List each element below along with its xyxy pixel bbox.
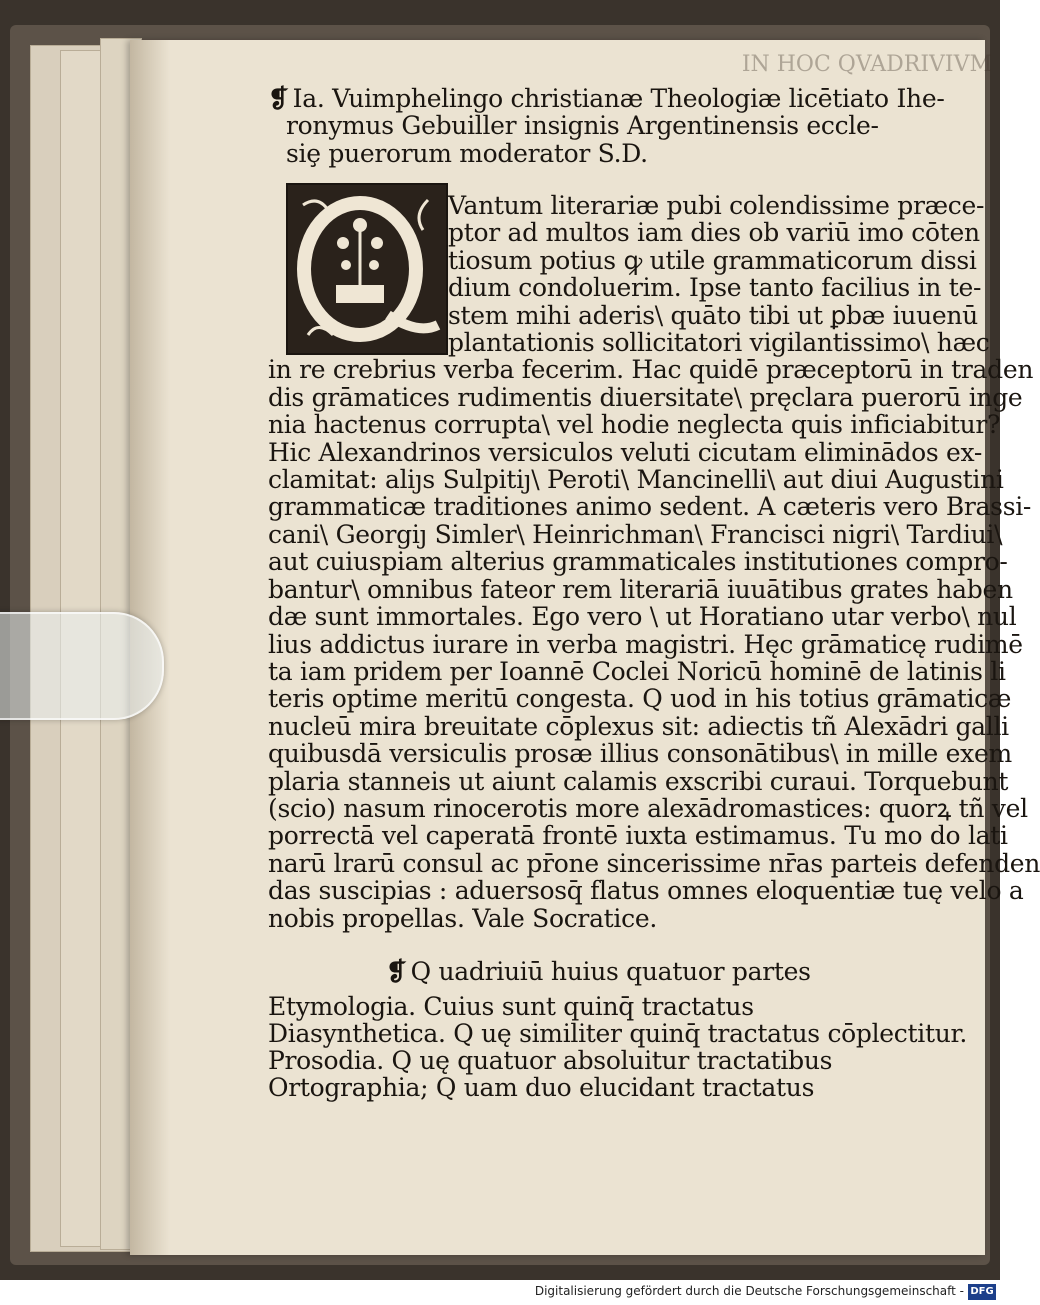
body-line: aut cuiuspiam alterius grammaticales institutiones compro-: [268, 547, 1008, 577]
body-line: quibusdā versiculis prosæ illius consonātibus\ in mille exem: [268, 739, 1012, 769]
quadrivium-title-line: [268, 958, 958, 985]
body-line: dium condoluerim. Ipse tanto facilius in te-: [448, 273, 982, 303]
heading-line: ❡ Ia. Vuimphelingo christianæ Theologiæ licētiato Ihe-: [268, 84, 945, 113]
paragraph-mark-icon: ❡: [268, 84, 289, 113]
body-line: grammaticæ traditiones animo sedent. A cæteris vero Brassi-: [268, 492, 1032, 522]
quadrivium-item: Etymologia. Cuius sunt quinq̄ tractatus: [268, 992, 754, 1021]
body-line: bantur\ omnibus fateor rem literariā iuuātibus grates haben: [268, 574, 1013, 604]
body-line: narū lrarū consul ac pr̄one sincerissime nr̄as parteis defenden: [268, 848, 1040, 878]
body-line: dæ sunt immortales. Ego vero \ ut Horatiano utar verbo\ nul: [268, 602, 1017, 632]
heading-line: ronymus Gebuiller insignis Argentinensis eccle-: [286, 111, 879, 141]
body-line: ta iam pridem per Ioannē Coclei Noricū hominē de latinis li: [268, 656, 1006, 686]
quadrivium-section: [268, 957, 968, 1102]
body-line: nucleū mira breuitate cōplexus sit: adiectis tñ Alexādri galli: [268, 711, 1009, 741]
body-line: lius addictus iurare in verba magistri. Hęc grāmaticę rudimē: [268, 629, 1023, 659]
quadrivium-item: Diasynthetica. Q uę similiter quinq̄ tractatus cōplectitur.: [268, 1019, 968, 1048]
body-line: das suscipias : aduersosq̄ flatus omnes eloquentiæ tuę velo a: [268, 876, 1024, 906]
body-line: tiosum potius ꝙ utile grammaticorum dissi: [448, 245, 977, 275]
body-line: in re crebrius verba fecerim. Hac quidē præceptorū in traden: [268, 355, 1034, 385]
body-line: Vantum literariæ pubi colendissime præce-: [448, 191, 985, 220]
heading-block: [268, 85, 953, 167]
funding-notice: Digitalisierung gefördert durch die Deutsche Forschungsgemeinschaft -: [534, 1284, 964, 1298]
heading-line: siȩ puerorum moderator S.D.: [286, 138, 648, 168]
body-line: Hic Alexandrinos versiculos veluti cicutam eliminādos ex-: [268, 437, 983, 467]
quadrivium-item: Prosodia. Q uę quatuor absoluitur tractatibus: [268, 1046, 833, 1075]
body-line: plantationis sollicitatori vigilantissimo\ hæc: [448, 328, 990, 358]
quadrivium-item: Ortographia; Q uam duo elucidant tractatus: [268, 1073, 815, 1102]
body-line: clamitat: aliȷs Sulpitiȷ\ Peroti\ Mancinelli\ aut diui Augustini: [268, 465, 1004, 495]
page-clip: [0, 612, 164, 720]
body-line: stem mihi aderis\ quāto tibi ut ꝑbæ iuuenū: [448, 300, 978, 330]
body-text: [268, 191, 1040, 933]
body-line: cani\ Georgiȷ Simler\ Heinrichman\ Francisci nigri\ Tardiui\: [268, 519, 1003, 549]
bleed-through-header: IN HOC QVADRIVIVM: [741, 52, 992, 77]
body-line: plaria stanneis ut aiunt calamis exscribi curaui. Torquebunt: [268, 766, 1009, 796]
dfg-logo: DFG: [968, 1284, 996, 1300]
body-line: teris optime meritū congesta. Q uod in his totius grāmaticæ: [268, 684, 1012, 714]
body-line: dis grāmatices rudimentis diuersitate\ pręclara puerorū inge: [268, 382, 1023, 412]
body-line: (scio) nasum rinocerotis more alexādromastices: quorꝝ tñ vel: [268, 793, 1028, 823]
body-line: nia hactenus corrupta\ vel hodie neglecta quis inficiabitur?: [268, 410, 1001, 440]
body-line: porrectā vel caperatā frontē iuxta estimamus. Tu mo do lati: [268, 821, 1008, 851]
quadrivium-title: Q uadriuiū huius quatuor partes: [410, 957, 811, 986]
body-line: ptor ad multos iam dies ob variū imo cōten: [448, 218, 980, 248]
body-line: nobis propellas. Vale Socratice.: [268, 903, 657, 933]
paragraph-mark-icon: ❡: [386, 957, 407, 986]
